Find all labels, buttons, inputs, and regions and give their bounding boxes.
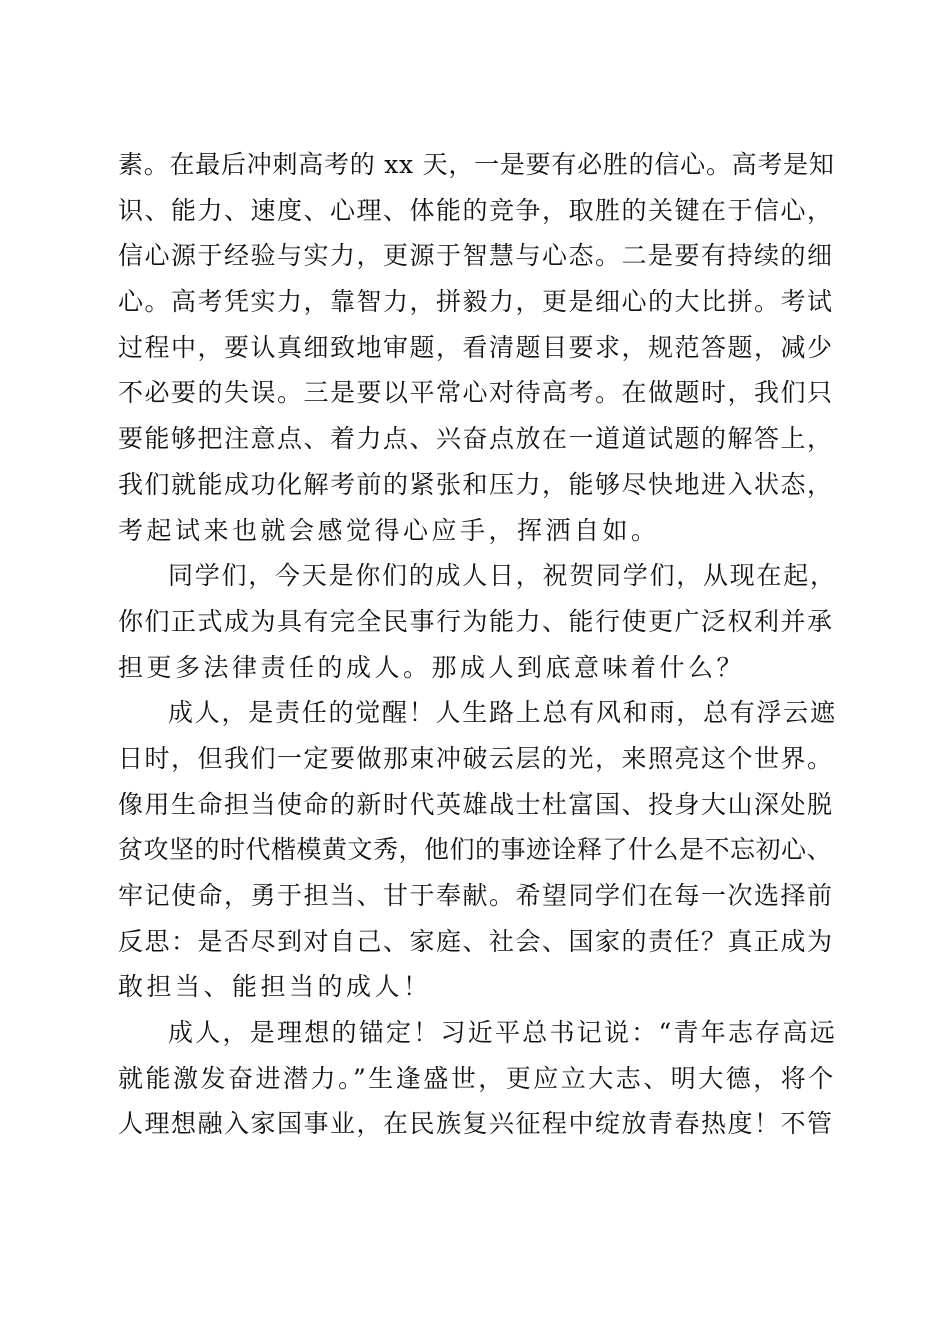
text-line: 就能激发奋进潜力。”生逢盛世，更应立大志、明大德，将个 — [118, 1063, 836, 1093]
text-line: 过程中，要认真细致地审题，看清题目要求，规范答题，减少 — [118, 332, 834, 362]
text-line: 反思：是否尽到对自己、家庭、社会、国家的责任？真正成为 — [118, 926, 834, 956]
text-line: 担更多法律责任的成人。那成人到底意味着什么？ — [118, 652, 746, 682]
document-body — [118, 142, 838, 1147]
text-line: 人理想融入家国事业，在民族复兴征程中绽放青春热度！不管 — [118, 1109, 834, 1139]
text-line: 考起试来也就会感觉得心应手，挥洒自如。 — [118, 515, 660, 545]
text-line: 成人，是责任的觉醒！人生路上总有风和雨，总有浮云遮 — [168, 698, 837, 728]
text-line: 心。高考凭实力，靠智力，拼毅力，更是细心的大比拼。考试 — [118, 287, 834, 317]
text-line: 贫攻坚的时代楷模黄文秀，他们的事迹诠释了什么是不忘初心、 — [118, 835, 833, 865]
text-line: 成人，是理想的锚定！习近平总书记说：“青年志存高远 — [168, 1018, 838, 1048]
text-line: 要能够把注意点、着力点、兴奋点放在一道道试题的解答上， — [118, 424, 834, 454]
text-line: 我们就能成功化解考前的紧张和压力，能够尽快地进入状态， — [118, 469, 834, 499]
text-line: 不必要的失误。三是要以平常心对待高考。在做题时，我们只 — [118, 378, 834, 408]
paragraph-adulthood-day — [118, 553, 838, 690]
paragraph-exam-advice — [118, 142, 838, 553]
text-line: 你们正式成为具有完全民事行为能力、能行使更广泛权利并承 — [118, 606, 834, 636]
text-line: 同学们，今天是你们的成人日，祝贺同学们，从现在起， — [168, 561, 837, 591]
text-line: 信心源于经验与实力，更源于智慧与心态。二是要有持续的细 — [118, 241, 834, 271]
text-line: 日时，但我们一定要做那束冲破云层的光，来照亮这个世界。 — [118, 743, 834, 773]
paragraph-ideals — [118, 1010, 838, 1147]
text-line: 识、能力、速度、心理、体能的竞争，取胜的关键在于信心， — [118, 195, 834, 225]
paragraph-responsibility — [118, 690, 838, 1010]
text-line: 敢担当、能担当的成人！ — [118, 972, 432, 1002]
text-line: 素。在最后冲刺高考的 xx 天，一是要有必胜的信心。高考是知 — [118, 150, 835, 179]
text-line: 牢记使命，勇于担当、甘于奉献。希望同学们在每一次选择前 — [118, 881, 834, 910]
text-line: 像用生命担当使命的新时代英雄战士杜富国、投身大山深处脱 — [118, 789, 834, 819]
